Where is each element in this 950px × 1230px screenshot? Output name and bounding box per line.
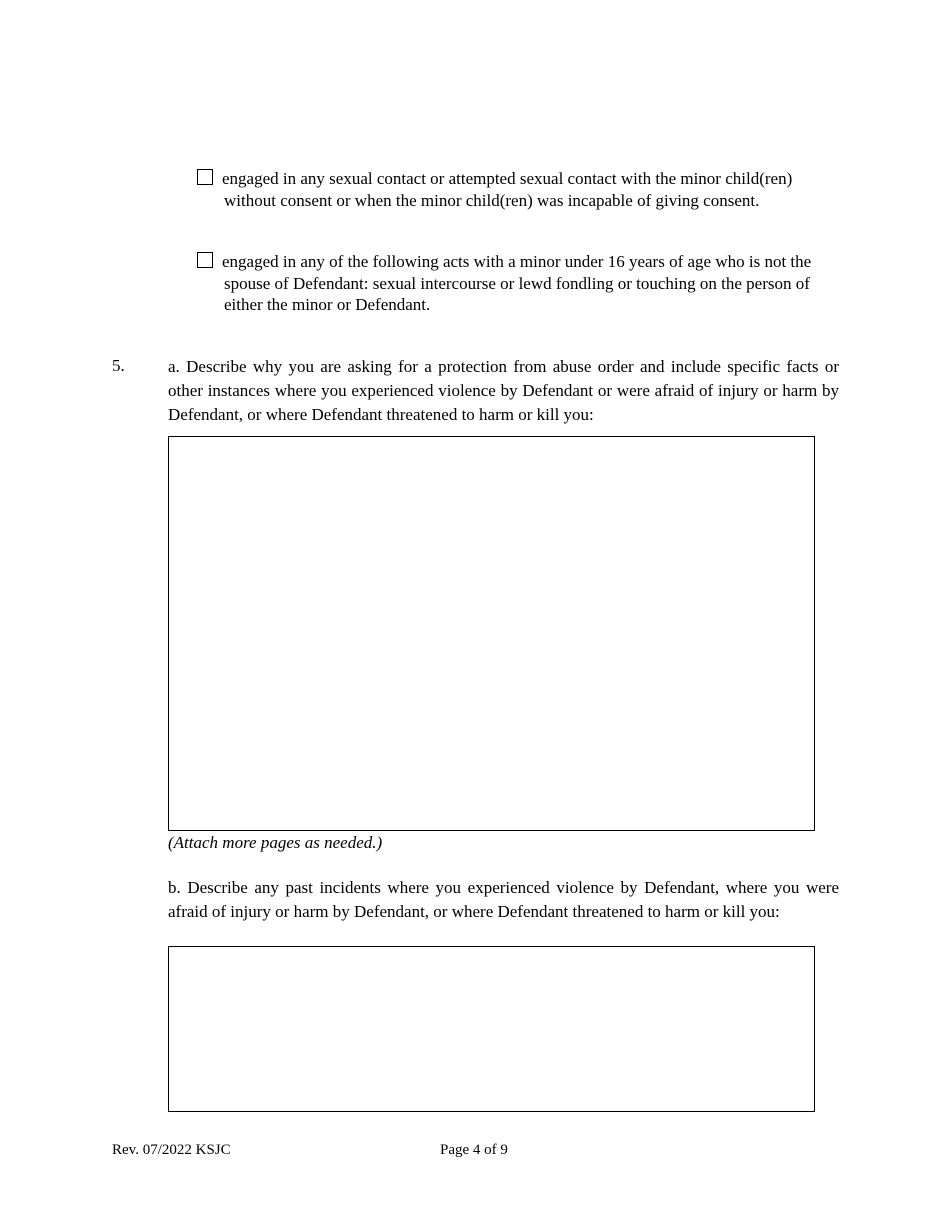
answer-box-5a[interactable] — [168, 436, 815, 831]
question-5a-text: a. Describe why you are asking for a protection from abuse order and include specific facts or other instances where you experienced violence by Defendant or were afraid of injury or harm by Defendant, or where Defendant threatened to harm or kill you: — [168, 357, 839, 424]
answer-box-5b[interactable] — [168, 946, 815, 1112]
checkbox-item-sexual-contact — [197, 168, 837, 211]
item-number-5: 5. — [112, 356, 125, 375]
checkbox-sexual-contact[interactable] — [197, 169, 213, 185]
checkbox-label-minor-under-16: engaged in any of the following acts with a minor under 16 years of age who is not the spouse of Defendant: sexual intercourse or lewd fondling or touching on the person of either the minor or Defendant. — [222, 252, 812, 314]
footer-page-number: Page 4 of 9 — [440, 1142, 508, 1158]
checkbox-minor-under-16[interactable] — [197, 252, 213, 268]
checkbox-item-minor-under-16 — [197, 251, 837, 316]
question-5b-text: b. Describe any past incidents where you experienced violence by Defendant, where you were afraid of injury or harm by Defendant, or where Defendant threatened to harm or kill you: — [168, 878, 839, 921]
attach-pages-note: (Attach more pages as needed.) — [168, 833, 383, 852]
checkbox-label-sexual-contact: engaged in any sexual contact or attempted sexual contact with the minor child(ren) without consent or when the minor child(ren) was incapable of giving consent. — [222, 169, 793, 210]
footer-revision: Rev. 07/2022 KSJC — [112, 1142, 231, 1158]
